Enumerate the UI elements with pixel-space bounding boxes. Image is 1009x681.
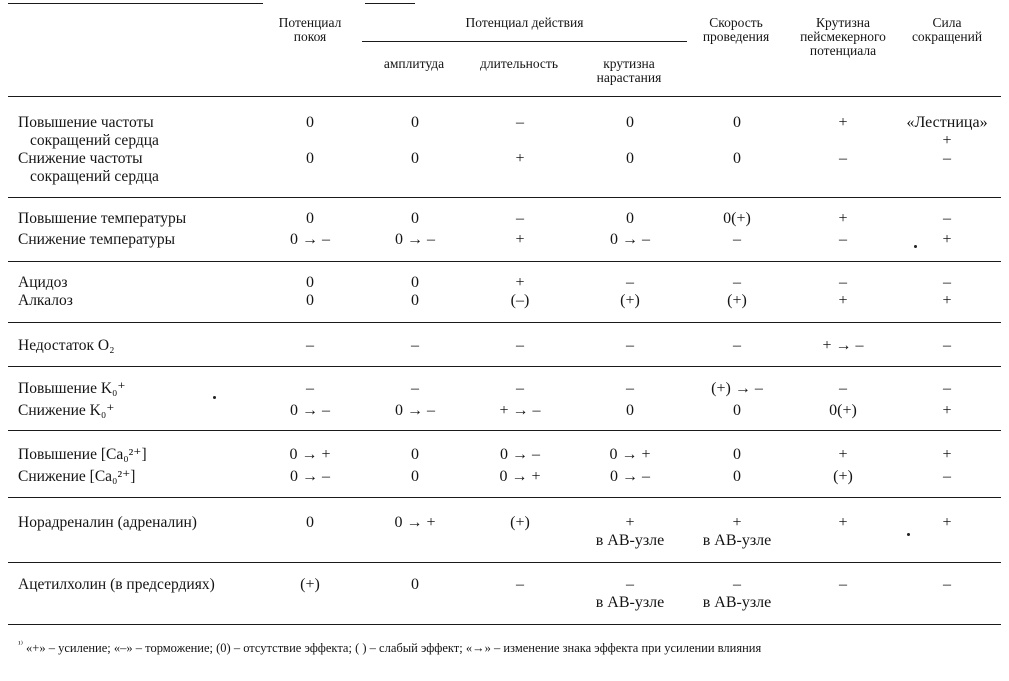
row-label-line: Ацетилхолин (в предсердиях) [18, 576, 215, 593]
table-cell-line: в АВ-узле [595, 594, 665, 611]
table-cell: 0 → + [609, 446, 651, 463]
group-rule [8, 197, 1001, 198]
table-cell: 0 [733, 446, 741, 463]
table-cell: 0 [306, 274, 314, 291]
table-cell: – [943, 468, 951, 485]
table-cell: + [942, 446, 952, 463]
table-cell: – [626, 380, 634, 397]
table-cell: – [943, 274, 951, 291]
table-cell: – [839, 576, 847, 593]
table-cell: 0 [306, 210, 314, 227]
table-cell-line: «Лестница» [906, 114, 988, 131]
row-label [18, 231, 175, 249]
table-cell: + → – [499, 402, 541, 419]
table-cell: 0 → + [499, 468, 541, 485]
row-label-line: сокращений сердца [30, 132, 159, 149]
row-label [18, 210, 186, 228]
row-label-line: Повышение температуры [18, 210, 187, 227]
row-label [18, 446, 147, 464]
table-cell: 0 → – [290, 231, 330, 248]
table-cell: 0 → + [289, 446, 331, 463]
table-cell: + [838, 114, 848, 131]
table-cell: 0 → + [394, 514, 436, 531]
row-label-line: Снижение температуры [18, 231, 176, 248]
row-label-line: Норадреналин (адреналин) [18, 514, 197, 531]
row-label [18, 150, 159, 186]
table-cell: – [733, 274, 741, 291]
table-cell: 0 [733, 468, 741, 485]
table-cell: – [943, 150, 951, 167]
table-cell: + → – [822, 337, 864, 354]
table-cell: 0 [626, 114, 634, 131]
table-cell: – [626, 274, 634, 291]
table-cell: – [516, 210, 524, 227]
table-cell-line: + [732, 514, 742, 531]
group-rule [8, 261, 1001, 262]
table-cell: 0 [411, 446, 419, 463]
table-cell: (+) [300, 576, 320, 593]
table-cell: – [733, 231, 741, 248]
table-cell: – [943, 337, 951, 354]
header-rule [8, 96, 1001, 97]
table-cell: + [515, 150, 525, 167]
table-cell [596, 514, 665, 550]
table-cell: – [943, 210, 951, 227]
top-rule-left [8, 3, 263, 4]
row-label-line: сокращений сердца [30, 168, 159, 185]
table-cell: 0 [626, 150, 634, 167]
row-label-line: Ацидоз [18, 274, 68, 291]
table-cell-line: + [625, 514, 635, 531]
row-label [18, 402, 114, 420]
table-cell-line: + [942, 132, 952, 149]
row-label-line: Повышение K₀⁺ [18, 380, 126, 397]
table-cell-line: – [625, 576, 634, 593]
table-cell: 0 [411, 150, 419, 167]
table-cell: 0 [411, 292, 419, 309]
row-label-line: Снижение K₀⁺ [18, 402, 115, 419]
table-cell [703, 576, 772, 612]
table-cell: 0 [733, 402, 741, 419]
table-cell: + [838, 210, 848, 227]
table-cell: (+) [510, 514, 530, 531]
row-label [18, 337, 115, 355]
table-cell-line: в АВ-узле [702, 594, 772, 611]
table-cell [703, 514, 772, 550]
table-cell: – [839, 274, 847, 291]
table-cell: – [839, 231, 847, 248]
table-cell: – [306, 337, 314, 354]
table-cell: 0 [626, 402, 634, 419]
header-rise-steepness: крутизна нарастания [596, 56, 662, 85]
table-cell-line: – [732, 576, 741, 593]
table-cell: 0 [411, 576, 419, 593]
table-cell: – [516, 380, 524, 397]
header-contraction-force: Сила сокращений [911, 15, 983, 44]
table-cell: 0 → – [395, 231, 435, 248]
table-cell: 0 [411, 210, 419, 227]
print-speck [914, 245, 917, 248]
table-cell: 0 → – [395, 402, 435, 419]
table-cell: 0 → – [610, 231, 650, 248]
table-cell: 0 [733, 150, 741, 167]
row-label [18, 380, 126, 398]
row-label [18, 514, 197, 532]
table-cell [596, 576, 665, 612]
footnote-marker: ¹⁾ [18, 639, 23, 649]
group-rule [8, 497, 1001, 498]
row-label [18, 468, 135, 486]
row-label-line: Повышение частоты [18, 114, 154, 131]
group-rule [8, 366, 1001, 367]
row-label [18, 274, 68, 292]
table-cell: 0 [306, 150, 314, 167]
header-pacemaker-slope: Крутизна пейсмекерного потенциала [800, 15, 886, 58]
table-cell-line: в АВ-узле [702, 532, 772, 549]
table-cell: – [411, 380, 419, 397]
group-rule [8, 430, 1001, 431]
table-cell: + [515, 274, 525, 291]
table-cell: 0 → – [290, 468, 330, 485]
table-cell: – [626, 337, 634, 354]
table-cell: – [943, 380, 951, 397]
row-label [18, 114, 159, 150]
row-label-line: Снижение частоты [18, 150, 143, 167]
header-conduction-speed: Скорость проведения [702, 15, 770, 44]
table-cell: – [306, 380, 314, 397]
table-cell: – [516, 337, 524, 354]
top-rule-mid [365, 3, 415, 4]
table-cell: (+) [620, 292, 640, 309]
table-cell: 0 [733, 114, 741, 131]
header-resting-potential: Потенциал покоя [278, 15, 342, 44]
table-cell: 0 → – [610, 468, 650, 485]
row-label-line: Недостаток O₂ [18, 337, 115, 354]
table-cell: + [838, 514, 848, 531]
row-label-line: Повышение [Ca₀²⁺] [18, 446, 147, 463]
row-label [18, 576, 215, 594]
table-cell: – [733, 337, 741, 354]
table-cell: + [942, 402, 952, 419]
row-label [18, 292, 73, 310]
row-label-line: Снижение [Ca₀²⁺] [18, 468, 136, 485]
table-cell: 0 [411, 274, 419, 291]
table-cell: (–) [510, 292, 530, 309]
header-duration: длительность [480, 56, 558, 71]
table-cell: + [942, 292, 952, 309]
table-cell: 0 [306, 292, 314, 309]
table-cell: – [516, 576, 524, 593]
table-cell: + [838, 446, 848, 463]
table-cell: + [942, 231, 952, 248]
print-speck [907, 533, 910, 536]
table-cell-line: в АВ-узле [595, 532, 665, 549]
table-cell: + [515, 231, 525, 248]
footnote-text: «+» – усиление; «–» – торможение; (0) – отсутствие эффекта; ( ) – слабый эффект; «→» – изменение знака эффекта при усилении влияния [26, 641, 762, 656]
table-cell: (+) [833, 468, 853, 485]
table-cell: 0(+) [829, 402, 857, 419]
table-cell: 0(+) [723, 210, 751, 227]
group-rule [8, 562, 1001, 563]
table-cell: + [942, 514, 952, 531]
table-cell: 0 [626, 210, 634, 227]
row-label-line: Алкалоз [18, 292, 73, 309]
table-cell: – [943, 576, 951, 593]
header-action-potential: Потенциал действия [465, 15, 584, 30]
table-cell: – [839, 380, 847, 397]
table-cell: 0 [306, 114, 314, 131]
table-cell: (+) [727, 292, 747, 309]
table-cell: – [516, 114, 524, 131]
action-potential-underline [362, 41, 687, 42]
table-cell: 0 [411, 468, 419, 485]
table-cell: 0 [306, 514, 314, 531]
table-cell: – [839, 150, 847, 167]
table-cell: 0 [411, 114, 419, 131]
table-cell: + [838, 292, 848, 309]
table-cell: – [411, 337, 419, 354]
bottom-rule [8, 624, 1001, 625]
print-speck [213, 396, 216, 399]
header-amplitude: амплитуда [383, 56, 445, 71]
table-cell: 0 → – [500, 446, 540, 463]
group-rule [8, 322, 1001, 323]
table-cell: (+) → – [711, 380, 763, 397]
footnote [18, 637, 1003, 656]
table-cell [906, 114, 987, 150]
table-cell: 0 → – [290, 402, 330, 419]
